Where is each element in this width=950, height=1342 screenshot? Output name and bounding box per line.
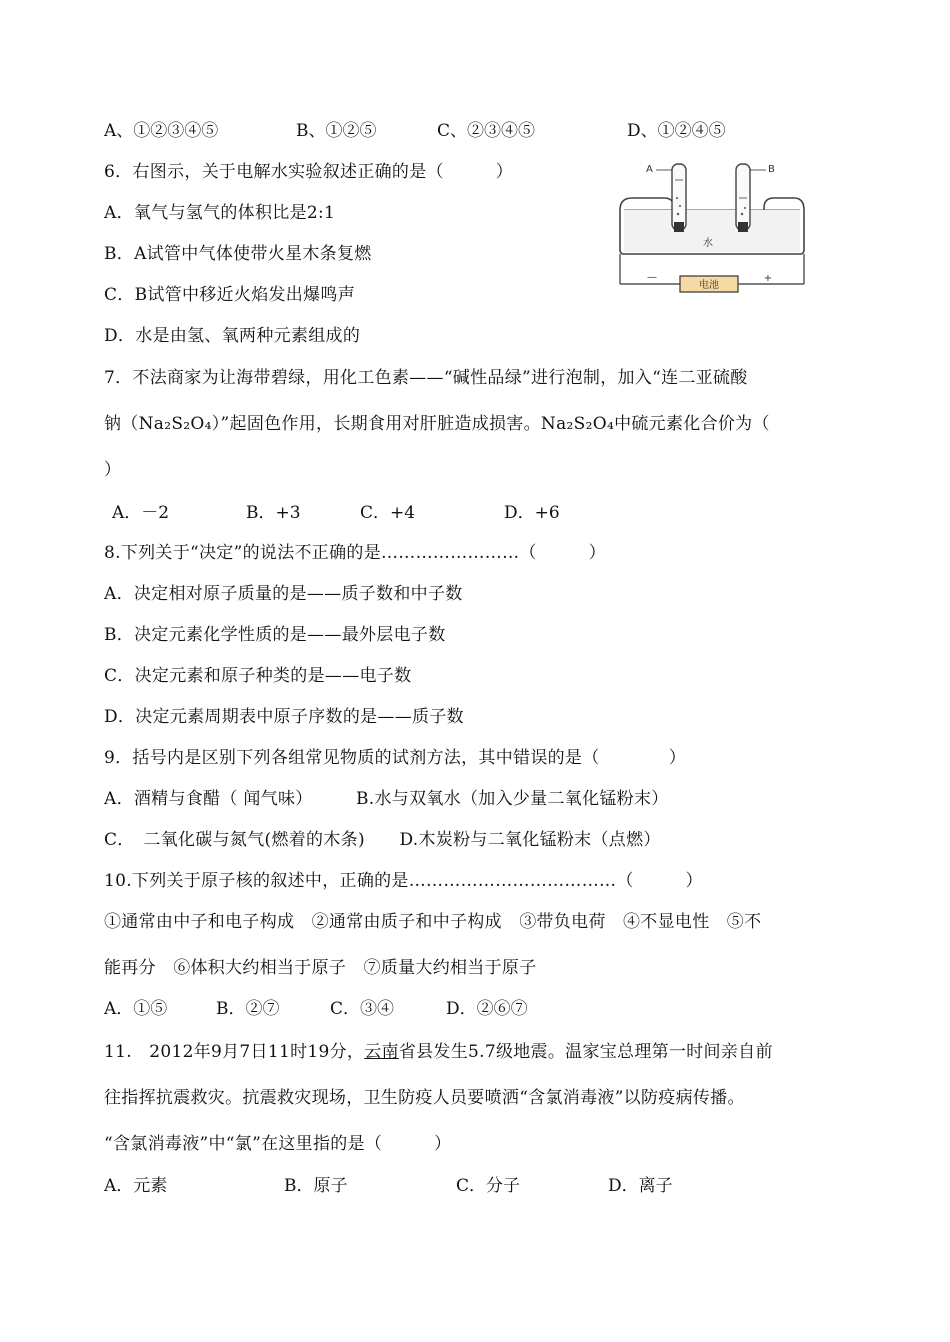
q8-option-c: C．决定元素和原子种类的是——电子数 — [104, 666, 412, 686]
water-label: 水 — [703, 238, 713, 249]
q9-row-1: A．酒精与食醋（ 闻气味） B.水与双氧水（加入少量二氧化锰粉末） — [104, 789, 669, 809]
q9-row-2: C． 二氧化碳与氮气(燃着的木条) D.木炭粉与二氧化锰粉末（点燃） — [104, 830, 661, 850]
q10-statements-1: ①通常由中子和电子构成 ②通常由质子和中子构成 ③带负电荷 ④不显电性 ⑤不 — [104, 912, 762, 932]
q7-line-3: ） — [104, 460, 122, 480]
q11-line-1-post: 省县发生5.7级地震。温家宝总理第一时间亲自前 — [398, 1042, 773, 1062]
q7-option-c: C．+4 — [360, 503, 416, 523]
q5-option-a: A、①②③④⑤ — [104, 121, 219, 141]
q8-option-d: D．决定元素周期表中原子序数的是——质子数 — [104, 707, 464, 727]
q11-line-2: 往指挥抗震救灾。抗震救灾现场，卫生防疫人员要喷洒“含氯消毒液”以防疫病传播。 — [104, 1088, 745, 1108]
q10-stem: 10.下列关于原子核的叙述中，正确的是………………………………（ ） — [104, 871, 703, 891]
q6-option-b: B．A试管中气体使带火星木条复燃 — [104, 244, 372, 264]
q11-option-b: B．原子 — [284, 1176, 348, 1196]
q11-options — [104, 1175, 673, 1285]
q11-line-3: “含氯消毒液”中“氯”在这里指的是（ ） — [104, 1134, 452, 1154]
q6-option-d: D．水是由氢、氧两种元素组成的 — [104, 326, 361, 346]
q5-option-b: B、①②⑤ — [296, 121, 377, 141]
q10-option-a: A．①⑤ — [104, 999, 168, 1019]
q5-option-d: D、①②④⑤ — [627, 121, 726, 141]
q7-line-2: 钠（Na₂S₂O₄）”起固色作用，长期食用对肝脏造成损害。Na₂S₂O₄中硫元素化合价为（ — [104, 414, 770, 434]
q11-place-name: 云南 — [364, 1042, 399, 1062]
q7-option-b: B．+3 — [246, 503, 301, 523]
q5-option-c: C、②③④⑤ — [437, 121, 536, 141]
q9-stem: 9．括号内是区别下列各组常见物质的试剂方法，其中错误的是（ ） — [104, 748, 687, 768]
plus-label: + — [763, 273, 773, 284]
q8-option-b: B．决定元素化学性质的是——最外层电子数 — [104, 625, 446, 645]
q7-line-1: 7．不法商家为让海带碧绿，用化工色素——“碱性品绿”进行泡制，加入“连二亚硫酸 — [104, 368, 748, 388]
q11-option-a: A．元素 — [104, 1176, 168, 1196]
q7-option-d: D．+6 — [504, 503, 560, 523]
battery-label: 电池 — [699, 280, 719, 291]
q7-option-a: A．－2 — [112, 503, 170, 523]
q8-option-a: A．决定相对原子质量的是——质子数和中子数 — [104, 584, 463, 604]
electrolysis-figure — [612, 158, 810, 298]
q6-stem: 6．右图示，关于电解水实验叙述正确的是（ ） — [104, 162, 514, 182]
q11-line-1-pre: 11. 2012年9月7日11时19分， — [104, 1042, 365, 1062]
q8-stem: 8.下列关于“决定”的说法不正确的是……………………（ ） — [104, 543, 606, 563]
q10-option-d: D．②⑥⑦ — [446, 999, 528, 1019]
q6-option-a: A．氧气与氢气的体积比是2:1 — [104, 203, 336, 223]
tube-a-label: A — [646, 164, 653, 175]
q10-option-b: B．②⑦ — [216, 999, 280, 1019]
q11-line-1 — [104, 1041, 773, 1063]
tube-b-label: B — [768, 164, 775, 175]
q10-statements-2: 能再分 ⑥体积大约相当于原子 ⑦质量大约相当于原子 — [104, 958, 537, 978]
q11-option-c: C．分子 — [456, 1176, 521, 1196]
q10-option-c: C．③④ — [330, 999, 395, 1019]
q6-option-c: C．B试管中移近火焰发出爆鸣声 — [104, 285, 355, 305]
q11-option-d: D．离子 — [608, 1176, 673, 1196]
minus-label: — — [647, 272, 657, 283]
